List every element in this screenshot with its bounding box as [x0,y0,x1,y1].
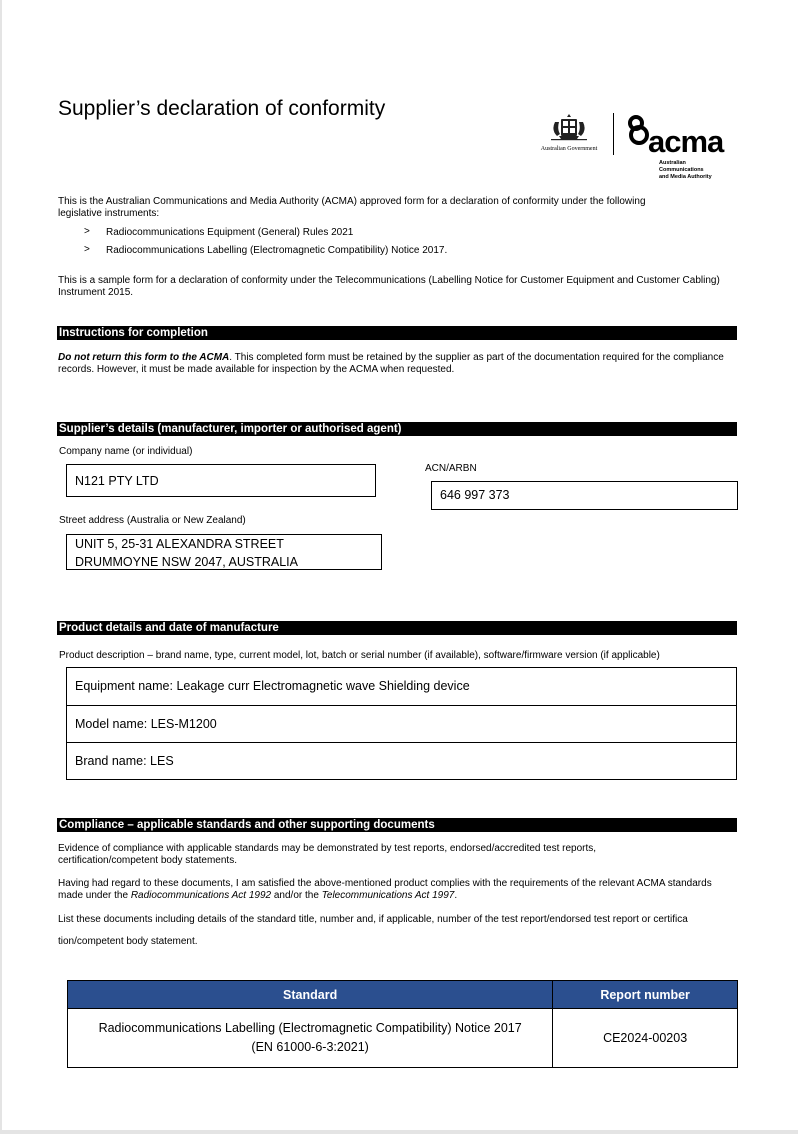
page-title: Supplier’s declaration of conformity [58,97,386,120]
product-heading: Product details and date of manufacture [57,621,737,635]
product-row-brand[interactable]: Brand name: LES [67,742,736,779]
standard-cell[interactable] [68,1009,553,1068]
company-name-field[interactable]: N121 PTY LTD [66,464,376,497]
acma-wordmark: acma [648,124,724,159]
street-address-label: Street address (Australia or New Zealand) [59,515,246,526]
standard-column-header: Standard [68,981,553,1009]
standard-title: Radiocommunications Labelling (Electromagnetic Compatibility) Notice 2017 [98,1021,522,1035]
bullet-item: Radiocommunications Equipment (General) Rules 2021 [106,227,354,238]
address-line-2: DRUMMOYNE NSW 2047, AUSTRALIA [75,555,298,569]
bullet-arrow-icon: > [84,226,90,237]
standards-table-header-row [68,981,738,1009]
instructions-text [58,352,738,376]
bullet-item: Radiocommunications Labelling (Electromagnetic Compatibility) Notice 2017. [106,245,448,256]
radiocommunications-act-name: Radiocommunications Act 1992 [130,890,272,901]
product-description-label: Product description – brand name, type, current model, lot, batch or serial number (if available), software/firmware version (if applicable) [59,650,660,661]
supplier-heading: Supplier’s details (manufacturer, importer or authorised agent) [57,422,737,436]
compliance-p2-part-a: Having had regard to these documents, I am satisfied the above-mentioned product complies with the requirements of the relevant ACMA standards made under the [58,878,712,901]
acn-label: ACN/ARBN [425,463,477,474]
compliance-paragraph-3-line-1: List these documents including details of the standard title, number and, if applicable, number of the test report/endorsed test report or certifica [58,914,688,925]
compliance-p2-part-b: and/or the [271,890,322,901]
table-row [68,1009,738,1068]
address-line-1: UNIT 5, 25-31 ALEXANDRA STREET [75,537,284,551]
acma-logo [622,114,742,184]
acma-sub-line-1: Australian [659,160,686,166]
product-row-model[interactable]: Model name: LES-M1200 [67,705,736,742]
acma-sub-line-3: and Media Authority [659,174,712,180]
acn-field[interactable]: 646 997 373 [431,481,738,510]
compliance-paragraph-2 [58,878,738,902]
report-number-column-header: Report number [553,981,738,1009]
instructions-heading: Instructions for completion [57,326,737,340]
instructions-bold-lead: Do not return this form to the ACMA [58,352,230,363]
product-row-equipment[interactable]: Equipment name: Leakage curr Electromagnetic wave Shielding device [75,679,470,693]
gov-logo-text: Australian Government [540,146,598,152]
standard-number: (EN 61000-6-3:2021) [251,1040,369,1054]
document-page [2,0,798,1130]
acma-sub-line-2: Communications [659,167,704,173]
australian-government-crest-logo [529,112,609,154]
logo-divider [613,113,614,155]
product-details-box [66,667,737,780]
bullet-arrow-icon: > [84,244,90,255]
compliance-paragraph-3-line-2: tion/competent body statement. [58,936,198,947]
compliance-heading: Compliance – applicable standards and other supporting documents [57,818,737,832]
company-name-label: Company name (or individual) [59,446,193,457]
telecommunications-act-name: Telecommunications Act 1997 [321,890,455,901]
compliance-p2-part-c: . [454,890,458,901]
intro-paragraph: This is the Australian Communications and Media Authority (ACMA) approved form for a declaration of conformity under the following legislative instruments: [58,196,646,219]
instructions-body: . This completed form must be retained by the supplier as part of the documentation required for the compliance records. However, it must be made available for inspection by the ACMA when requested. [58,352,724,375]
standards-table [67,980,738,1068]
street-address-field[interactable] [66,534,382,570]
compliance-paragraph-1: Evidence of compliance with applicable standards may be demonstrated by test reports, endorsed/accredited test reports, certification/competent body statements. [58,843,597,866]
sample-form-paragraph: This is a sample form for a declaration of conformity under the Telecommunications (Labelling Notice for Customer Equipment and Customer Cabling) Instrument 2015. [58,275,720,298]
report-number-cell[interactable]: CE2024-00203 [553,1009,738,1068]
